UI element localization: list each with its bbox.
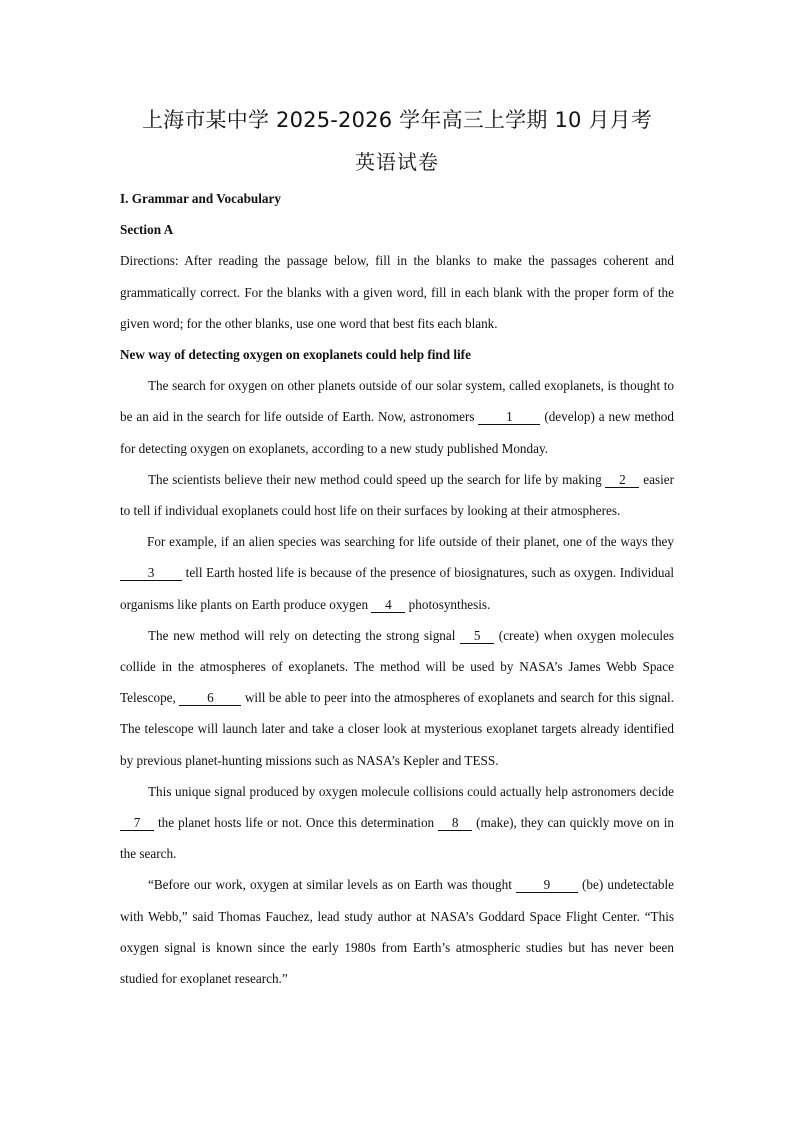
paragraph-text: “Before our work, oxygen at similar levels as on Earth was thought bbox=[148, 877, 516, 893]
paragraph-text: will be able to peer into the atmospheres of exoplanets and search for this signal. The telescope will launch later and take a closer look at mysterious exoplanet targets already identified by previous planet-hunting missions such as NASA’s Kepler and TESS. bbox=[120, 690, 675, 768]
paragraph-text: photosynthesis. bbox=[405, 596, 491, 612]
paragraph-text: (be) undetectable with Webb,” said Thomas Fauchez, lead study author at NASA’s Goddard Space Flight Center. “This oxygen signal is known since the early 1980s from Earth’s atmospheric studies but has never been studied for exoplanet research.” bbox=[120, 877, 674, 987]
blank-7[interactable]: 7 bbox=[120, 816, 154, 831]
exam-subtitle: 英语试卷 bbox=[355, 150, 439, 174]
paragraph-3 bbox=[120, 526, 674, 620]
paragraph-text: The search for oxygen on other planets outside of our solar system, called exoplanets, is thought to be an aid in the search for life outside of Earth. Now, astronomers bbox=[120, 378, 674, 425]
paragraph-2 bbox=[120, 464, 674, 526]
section-sub-heading: Section A bbox=[120, 222, 174, 238]
directions: Directions: After reading the passage below, fill in the blanks to make the passages coherent and grammatically correct. For the blanks with a given word, fill in each blank with the proper form of the given word; for the other blanks, use one word that best fits each blank. bbox=[120, 253, 674, 331]
section-heading: I. Grammar and Vocabulary bbox=[120, 191, 281, 206]
paragraph-text: tell Earth hosted life is because of the presence of biosignatures, such as oxygen. Individual organisms like plants on Earth produce oxygen bbox=[120, 565, 674, 612]
blank-2[interactable]: 2 bbox=[605, 473, 639, 488]
paragraph-text: (make), they can quickly move on in the search. bbox=[120, 815, 674, 862]
passage-title: New way of detecting oxygen on exoplanets could help find life bbox=[120, 347, 471, 363]
paragraph-text: For example, if an alien species was searching for life outside of their planet, one of the ways they bbox=[147, 534, 674, 550]
blank-5[interactable]: 5 bbox=[460, 629, 494, 644]
exam-content bbox=[120, 183, 674, 994]
exam-title: 上海市某中学 2025-2026 学年高三上学期 10 月月考 bbox=[141, 108, 653, 132]
paragraph-6 bbox=[120, 869, 674, 994]
paragraph-text: This unique signal produced by oxygen molecule collisions could actually help astronomers decide bbox=[148, 783, 674, 799]
paragraph-5 bbox=[120, 776, 674, 870]
paragraph-4 bbox=[120, 620, 674, 776]
blank-6[interactable]: 6 bbox=[179, 691, 241, 706]
blank-8[interactable]: 8 bbox=[438, 816, 472, 831]
blank-3[interactable]: 3 bbox=[120, 566, 182, 581]
paragraph-text: (create) when oxygen molecules collide in the atmospheres of exoplanets. The method will be used by NASA’s James Webb Space Telescope, bbox=[120, 627, 674, 706]
paragraph-text: The scientists believe their new method could speed up the search for life by making bbox=[148, 471, 606, 487]
paragraph-text: (develop) a new method for detecting oxygen on exoplanets, according to a new study published Monday. bbox=[120, 409, 674, 456]
paragraph-text: the planet hosts life or not. Once this determination bbox=[154, 815, 439, 831]
blank-4[interactable]: 4 bbox=[371, 598, 405, 613]
paragraph-text: easier to tell if individual exoplanets could host life on their surfaces by looking at their atmospheres. bbox=[120, 471, 674, 519]
paragraph-1 bbox=[120, 370, 674, 464]
blank-9[interactable]: 9 bbox=[516, 878, 578, 893]
paragraph-text: The new method will rely on detecting the strong signal bbox=[148, 627, 461, 643]
blank-1[interactable]: 1 bbox=[478, 410, 540, 425]
